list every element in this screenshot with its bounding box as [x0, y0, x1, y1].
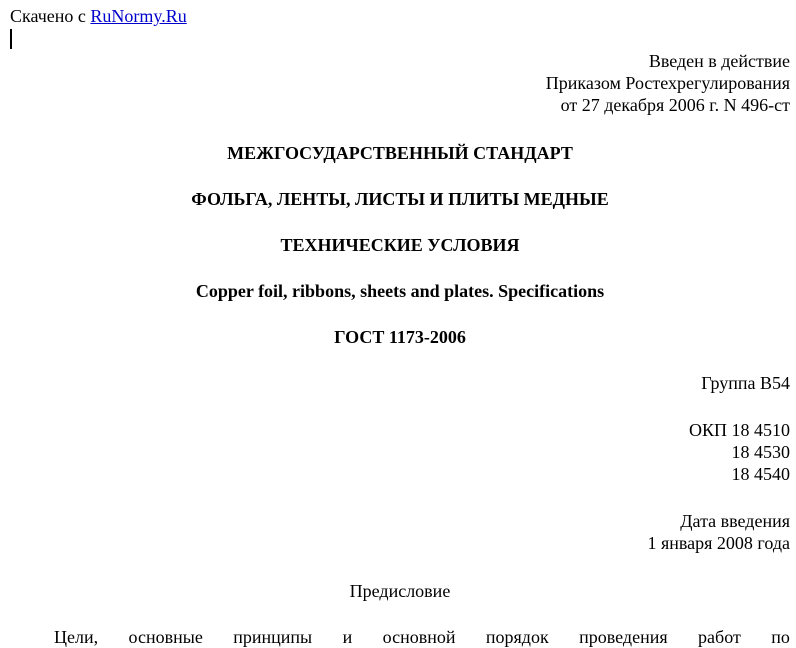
introduction-date-label: Дата введения [680, 511, 790, 531]
introduction-date-value: 1 января 2008 года [647, 533, 790, 553]
source-link[interactable]: RuNormy.Ru [90, 6, 187, 26]
word: принципы [233, 627, 313, 647]
word: и [342, 627, 353, 647]
word: Цели, [54, 627, 99, 647]
foreword-heading: Предисловие [349, 581, 451, 601]
word: основной [382, 627, 456, 647]
enactment-block [546, 50, 790, 116]
word: работ [698, 627, 741, 647]
okp-line-2: 18 4530 [731, 442, 790, 462]
subject-heading: ФОЛЬГА, ЛЕНТЫ, ЛИСТЫ И ПЛИТЫ МЕДНЫЕ [191, 189, 609, 209]
english-title: Copper foil, ribbons, sheets and plates. Specifications [195, 281, 605, 301]
subtitle-heading: ТЕХНИЧЕСКИЕ УСЛОВИЯ [280, 235, 520, 255]
text-cursor [10, 29, 12, 49]
group-label: Группа В54 [701, 373, 790, 393]
enactment-line-1: Введен в действие [648, 51, 790, 71]
okp-line-1: ОКП 18 4510 [688, 420, 790, 440]
introduction-date-block [647, 510, 790, 554]
standard-type-heading: МЕЖГОСУДАРСТВЕННЫЙ СТАНДАРТ [227, 143, 573, 163]
enactment-line-2: Приказом Ростехрегулирования [545, 73, 790, 93]
word: проведения [579, 627, 668, 647]
word: по [771, 627, 790, 647]
okp-line-3: 18 4540 [731, 464, 790, 484]
standard-code: ГОСТ 1173-2006 [334, 327, 466, 347]
enactment-line-3: от 27 декабря 2006 г. N 496-ст [560, 95, 790, 115]
word: порядок [485, 627, 549, 647]
source-prefix: Скачено с [10, 6, 86, 26]
foreword-paragraph [10, 626, 790, 648]
group-block [701, 372, 790, 394]
word: основные [128, 627, 203, 647]
source-line [10, 6, 187, 26]
okp-block [689, 419, 790, 485]
